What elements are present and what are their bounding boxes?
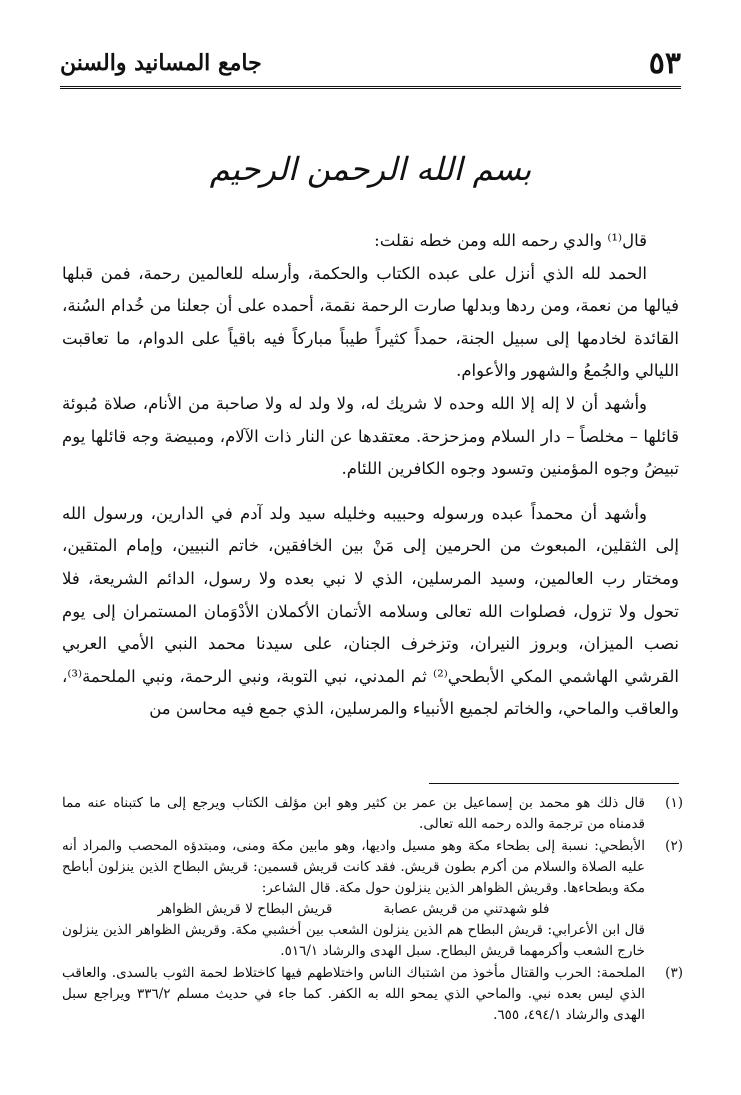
footnote-number: (٣)	[665, 965, 683, 981]
paragraph-intro: قال⁽¹⁾ والدي رحمه الله ومن خطه نقلت:	[374, 231, 647, 250]
paragraph-testimony-god: وأشهد أن لا إله إلا الله وحده لا شريك له، ولا ولد له ولا صاحبة من الأنام، صلاة مُبوئة قائلها – مخلصاً – دار السلام ومزحزحة. معتقدها عن النار ذات الآلام، ومبيضة وجه قائلها يوم تبيضُ وجوه المؤمنين وتسود وجوه الكافرين اللئام.	[62, 393, 679, 479]
running-title: جامع المسانيد والسنن	[60, 50, 262, 76]
paragraph-praise: الحمد لله الذي أنزل على عبده الكتاب والحكمة، وأرسله للعالمين رحمة، فمن قبلها فيالها من نعمة، ومن ردها وبدلها صارت الرحمة نقمة، أحمده على أن جعلنا من خُدام السُنة، القائدة لخادمها إلى سبيل الجنة، حمداً كثيراً طيباً مباركاً فيه باقياً على الدوام، ما تعاقبت الليالي والجُمعُ والشهور والأعوام.	[62, 263, 679, 381]
footnote-1	[62, 793, 683, 835]
footnote-2	[62, 836, 683, 962]
footnote-text: الملحمة: الحرب والقتال مأخوذ من اشتباك الناس واختلاطهم فيها كاختلاط لحمة الثوب بالسدى. والعاقب الذي ليس بعده نبي. والماحي الذي يمحو الله به الكفر. كما جاء في حديث مسلم ٣٣٦/٢ ويراجع سبل الهدى والرشاد ٤٩٤/١، ٦٥٥.	[62, 965, 645, 1023]
verse-first-hemistich: فلو شهدتني من قريش عصابة	[383, 901, 550, 917]
footnote-body	[62, 793, 645, 835]
footnote-body	[62, 963, 645, 1026]
footnote-text: قال ذلك هو محمد بن إسماعيل بن عمر بن كثير وهو ابن مؤلف الكتاب ويرجع إلى ما كتبناه عنه مما قدمناه من ترجمة والده رحمه الله تعالى.	[62, 795, 645, 832]
footnote-separator	[429, 783, 679, 784]
basmala-heading: بسم الله الرحمن الرحيم	[209, 150, 532, 188]
footnote-body	[62, 836, 645, 962]
verse-second-hemistich: قريش البطاح لا قريش الظواهر	[157, 901, 333, 917]
footnotes-section	[62, 793, 683, 1027]
footnote-text-continued: قال ابن الأعرابي: قريش البطاح هم الذين ينزلون الشعب بين أخشبي مكة. وقريش الظواهر الذين ينزلون خارج الشعب وأكرمهما قريش البطاح. سبل الهدى والرشاد ٥١٦/١.	[62, 922, 645, 959]
footnote-3	[62, 963, 683, 1026]
main-text	[62, 225, 679, 726]
poetry-verse	[62, 899, 645, 920]
paragraph-gap	[62, 486, 679, 498]
page-number: ٥٣	[648, 45, 681, 81]
paragraph-testimony-prophet: وأشهد أن محمداً عبده ورسوله وحبيبه وخليله سيد ولد آدم في الدارين، ورسول الله إلى الثقلين، المبعوث من الحرمين إلى مَنْ بين الخافقين، خاتم النبيين، وإمام المتقين، ومختار رب العالمين، وسيد المرسلين، الذي لا نبي بعده ولا رسول، الدائم الشريعة، فلا تحول ولا تزول، فصلوات الله تعالى وسلامه الأتمان الأكملان الأدْوَمان المستمران إلى يوم نصب الميزان، وبروز النيران، وتزخرف الجنان، على سيدنا محمد النبي الأمي العربي القرشي الهاشمي المكي الأبطحي⁽²⁾ ثم المدني، نبي التوبة، ونبي الرحمة، ونبي الملحمة⁽³⁾، والعاقب والماحي، والخاتم لجميع الأنبياء والمرسلين، الذي جمع فيه محاسن من	[62, 503, 679, 719]
page-header	[60, 40, 681, 89]
footnote-number: (٢)	[665, 838, 683, 854]
footnote-number: (١)	[665, 795, 683, 811]
footnote-text: الأبطحي: نسبة إلى بطحاء مكة وهو مسيل واديها، وهو مابين مكة ومنى، ومبتدؤه المحصب والمراد أنه عليه الصلاة والسلام من أكرم بطون قريش. فقد كانت قريش قسمين: قريش البطاح الذين ينزلون أباطح مكة وبطحاءها. وقريش الظواهر الذين ينزلون حول مكة. قال الشاعر:	[62, 838, 645, 896]
